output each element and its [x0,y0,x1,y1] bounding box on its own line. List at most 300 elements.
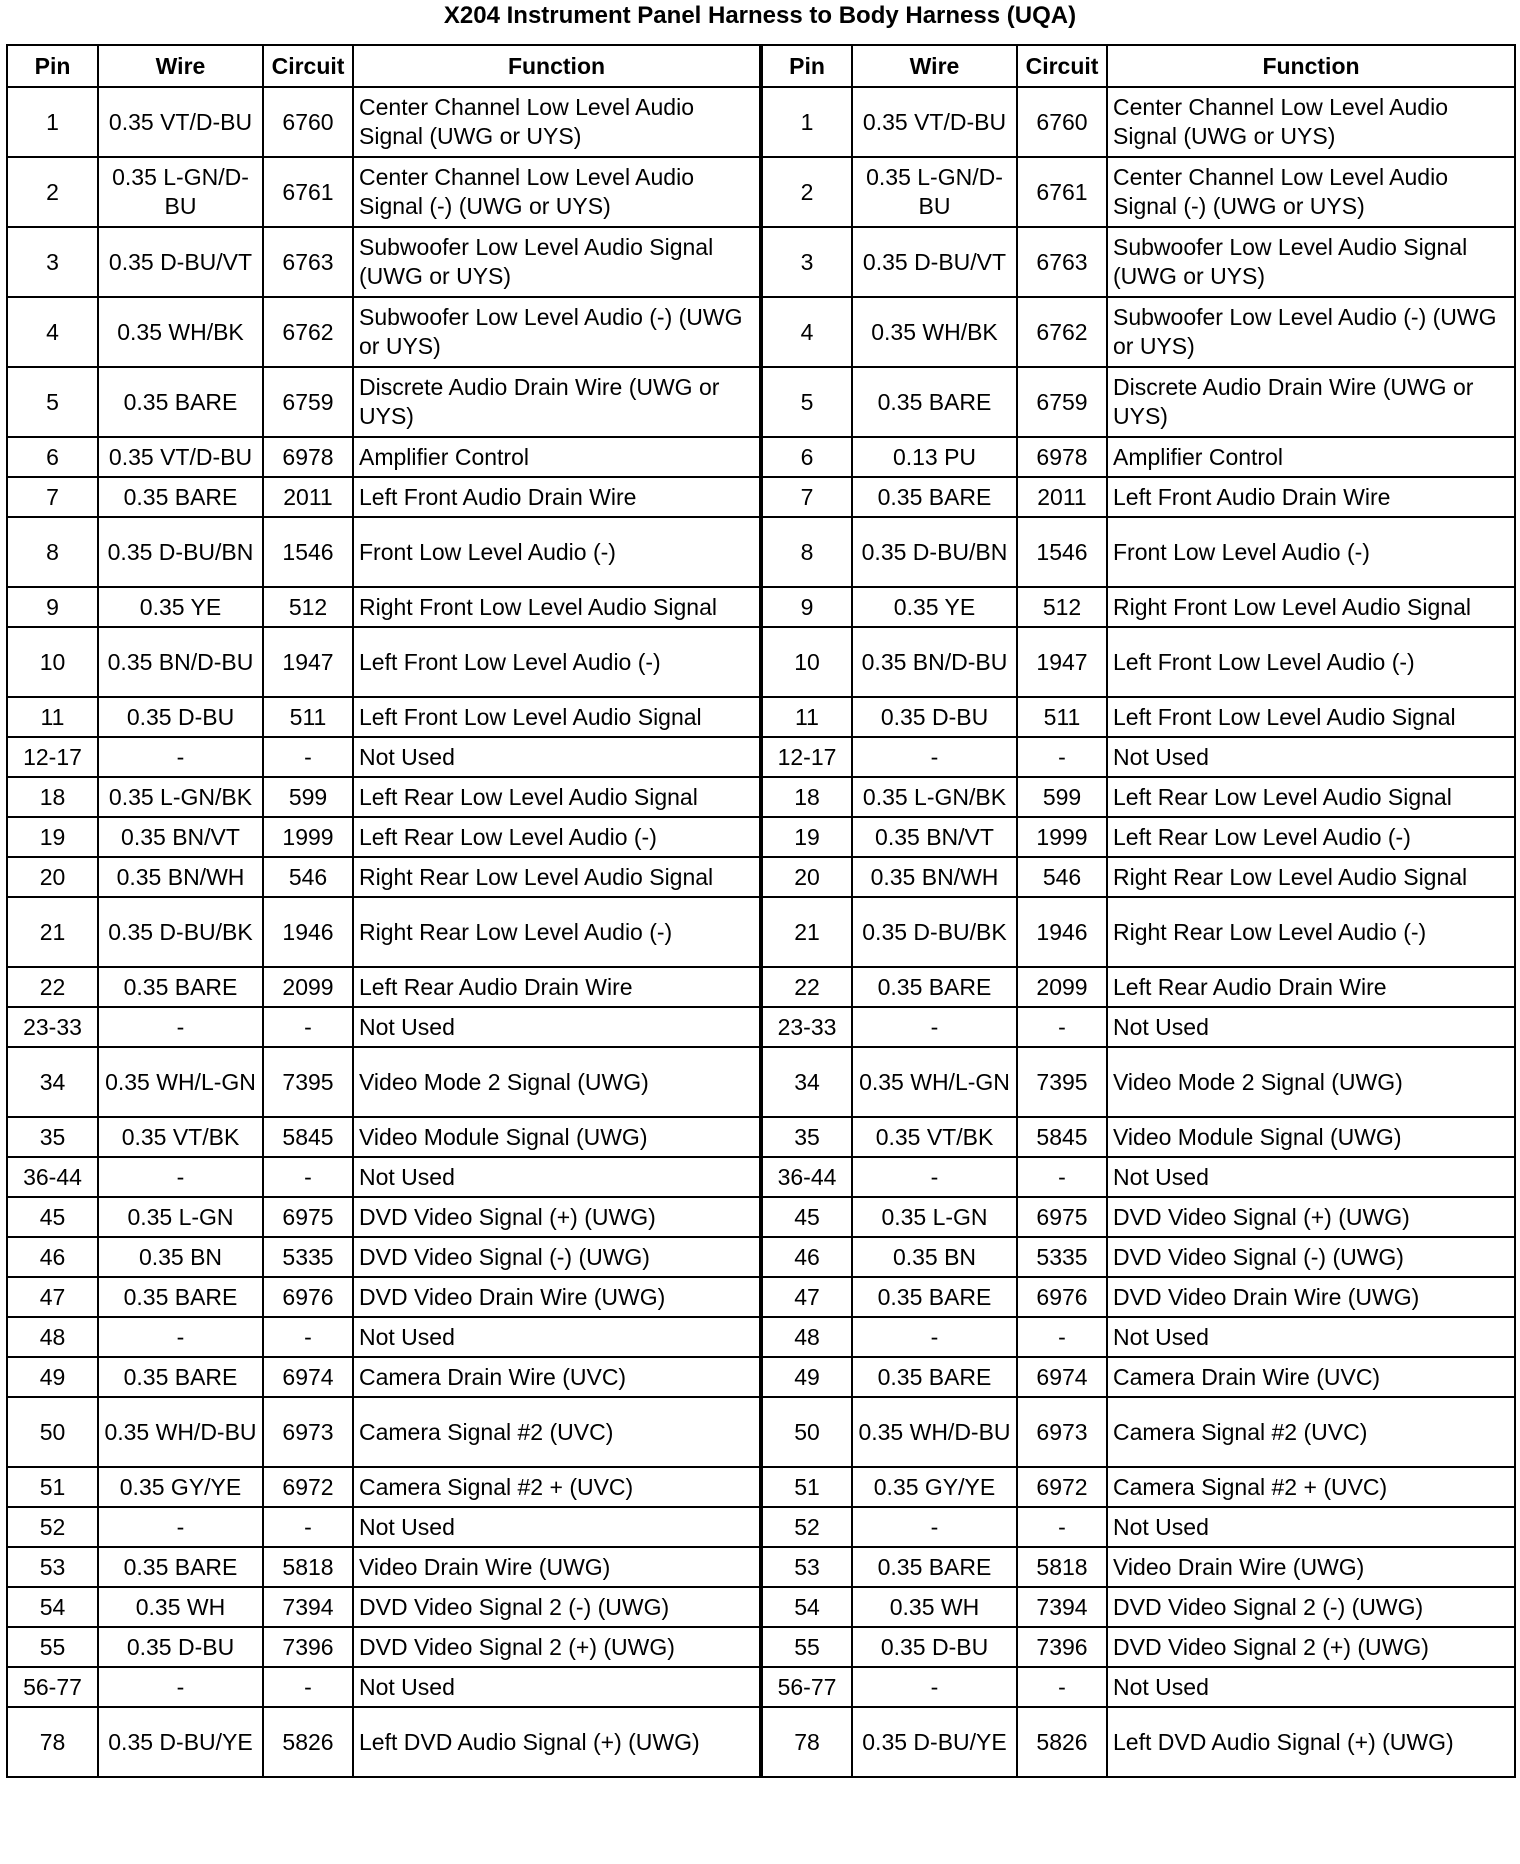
function-cell: Left Rear Low Level Audio Signal [353,777,761,817]
table-row [7,367,1515,437]
function-cell: Left Front Low Level Audio (-) [353,627,761,697]
pin-cell-right: 51 [761,1467,852,1507]
pin-cell: 56-77 [7,1667,98,1707]
wire-cell: 0.35 BARE [98,367,263,437]
col-header-circuit-right: Circuit [1017,45,1107,87]
wire-cell: 0.35 BN/WH [98,857,263,897]
wire-cell-right: 0.13 PU [852,437,1017,477]
wire-cell-right: 0.35 VT/D-BU [852,87,1017,157]
circuit-cell-right: 6762 [1017,297,1107,367]
function-cell: Camera Signal #2 + (UVC) [353,1467,761,1507]
circuit-cell-right: 599 [1017,777,1107,817]
function-cell: Not Used [353,1157,761,1197]
wire-cell: - [98,1507,263,1547]
circuit-cell: 599 [263,777,353,817]
wire-cell: 0.35 D-BU [98,697,263,737]
function-cell-right: Left Front Audio Drain Wire [1107,477,1515,517]
wire-cell: 0.35 BARE [98,1277,263,1317]
circuit-cell: 5845 [263,1117,353,1157]
pin-cell-right: 47 [761,1277,852,1317]
pin-cell: 20 [7,857,98,897]
circuit-cell-right: 7394 [1017,1587,1107,1627]
circuit-cell-right: 6759 [1017,367,1107,437]
wire-cell: 0.35 L-GN [98,1197,263,1237]
table-row [7,627,1515,697]
circuit-cell-right: 6972 [1017,1467,1107,1507]
circuit-cell: 1546 [263,517,353,587]
pin-cell-right: 4 [761,297,852,367]
table-row [7,587,1515,627]
wire-cell-right: 0.35 BARE [852,967,1017,1007]
table-row [7,777,1515,817]
function-cell: DVD Video Signal 2 (-) (UWG) [353,1587,761,1627]
table-row [7,517,1515,587]
pin-cell: 19 [7,817,98,857]
pin-cell: 6 [7,437,98,477]
col-header-wire-right: Wire [852,45,1017,87]
circuit-cell-right: 6976 [1017,1277,1107,1317]
table-row [7,1397,1515,1467]
table-row [7,1587,1515,1627]
circuit-cell: 2011 [263,477,353,517]
table-row [7,1007,1515,1047]
function-cell-right: Left Front Low Level Audio (-) [1107,627,1515,697]
pin-cell-right: 36-44 [761,1157,852,1197]
function-cell: Camera Signal #2 (UVC) [353,1397,761,1467]
table-row [7,1627,1515,1667]
function-cell-right: DVD Video Signal 2 (-) (UWG) [1107,1587,1515,1627]
circuit-cell-right: - [1017,1007,1107,1047]
table-row [7,227,1515,297]
function-cell-right: Not Used [1107,1157,1515,1197]
wire-cell-right: 0.35 D-BU [852,697,1017,737]
wire-cell: - [98,1667,263,1707]
wire-cell: 0.35 BN/VT [98,817,263,857]
wire-cell: 0.35 D-BU/VT [98,227,263,297]
wire-cell-right: 0.35 WH/BK [852,297,1017,367]
function-cell: Front Low Level Audio (-) [353,517,761,587]
circuit-cell: 1946 [263,897,353,967]
col-header-pin: Pin [7,45,98,87]
table-row [7,1667,1515,1707]
circuit-cell: 7396 [263,1627,353,1667]
circuit-cell-right: 5335 [1017,1237,1107,1277]
wire-cell-right: 0.35 BARE [852,367,1017,437]
wire-cell: 0.35 L-GN/D-BU [98,157,263,227]
circuit-cell: 6974 [263,1357,353,1397]
pin-cell-right: 1 [761,87,852,157]
table-row [7,1317,1515,1357]
circuit-cell-right: 512 [1017,587,1107,627]
circuit-cell-right: 1999 [1017,817,1107,857]
pin-cell: 5 [7,367,98,437]
function-cell-right: Left Rear Low Level Audio Signal [1107,777,1515,817]
pin-cell: 49 [7,1357,98,1397]
wire-cell: 0.35 VT/BK [98,1117,263,1157]
pin-cell: 50 [7,1397,98,1467]
function-cell: Right Front Low Level Audio Signal [353,587,761,627]
pin-cell: 22 [7,967,98,1007]
function-cell-right: Video Mode 2 Signal (UWG) [1107,1047,1515,1117]
circuit-cell-right: 546 [1017,857,1107,897]
function-cell-right: DVD Video Signal (+) (UWG) [1107,1197,1515,1237]
pin-cell-right: 56-77 [761,1667,852,1707]
function-cell-right: Not Used [1107,737,1515,777]
circuit-cell: 5826 [263,1707,353,1777]
wire-cell: - [98,1007,263,1047]
function-cell: Left DVD Audio Signal (+) (UWG) [353,1707,761,1777]
table-row [7,87,1515,157]
pin-cell: 8 [7,517,98,587]
function-cell-right: Discrete Audio Drain Wire (UWG or UYS) [1107,367,1515,437]
circuit-cell: - [263,1157,353,1197]
pin-cell: 36-44 [7,1157,98,1197]
function-cell-right: Amplifier Control [1107,437,1515,477]
function-cell-right: Not Used [1107,1667,1515,1707]
wire-cell-right: - [852,1157,1017,1197]
function-cell-right: Right Rear Low Level Audio (-) [1107,897,1515,967]
function-cell-right: Not Used [1107,1007,1515,1047]
circuit-cell-right: 6760 [1017,87,1107,157]
circuit-cell-right: - [1017,1507,1107,1547]
col-header-circuit: Circuit [263,45,353,87]
function-cell-right: Camera Signal #2 + (UVC) [1107,1467,1515,1507]
circuit-cell: 6972 [263,1467,353,1507]
col-header-function-right: Function [1107,45,1515,87]
pin-cell-right: 6 [761,437,852,477]
pin-cell: 46 [7,1237,98,1277]
function-cell: Not Used [353,737,761,777]
table-row [7,1357,1515,1397]
pin-cell-right: 49 [761,1357,852,1397]
wire-cell: 0.35 WH/L-GN [98,1047,263,1117]
pin-cell: 23-33 [7,1007,98,1047]
pin-cell-right: 8 [761,517,852,587]
wire-cell-right: 0.35 BN/WH [852,857,1017,897]
pin-cell: 1 [7,87,98,157]
circuit-cell-right: 511 [1017,697,1107,737]
table-row [7,1707,1515,1777]
function-cell-right: Left Rear Low Level Audio (-) [1107,817,1515,857]
wire-cell-right: 0.35 BARE [852,477,1017,517]
function-cell: Camera Drain Wire (UVC) [353,1357,761,1397]
circuit-cell: 6759 [263,367,353,437]
wire-cell-right: 0.35 VT/BK [852,1117,1017,1157]
function-cell: DVD Video Signal (+) (UWG) [353,1197,761,1237]
wire-cell: 0.35 BARE [98,967,263,1007]
table-row [7,1507,1515,1547]
wire-cell: 0.35 VT/D-BU [98,437,263,477]
pin-cell-right: 55 [761,1627,852,1667]
pin-cell: 53 [7,1547,98,1587]
function-cell-right: DVD Video Drain Wire (UWG) [1107,1277,1515,1317]
function-cell: Not Used [353,1007,761,1047]
pin-cell-right: 45 [761,1197,852,1237]
pin-cell: 3 [7,227,98,297]
circuit-cell: 1947 [263,627,353,697]
circuit-cell: 6973 [263,1397,353,1467]
wire-cell-right: 0.35 D-BU/YE [852,1707,1017,1777]
wire-cell-right: - [852,1317,1017,1357]
circuit-cell: 6760 [263,87,353,157]
circuit-cell-right: 6975 [1017,1197,1107,1237]
circuit-cell-right: 7395 [1017,1047,1107,1117]
wire-cell-right: 0.35 BN [852,1237,1017,1277]
circuit-cell-right: 6763 [1017,227,1107,297]
circuit-cell-right: 6761 [1017,157,1107,227]
wire-cell: 0.35 BN [98,1237,263,1277]
pin-cell-right: 3 [761,227,852,297]
function-cell-right: DVD Video Signal 2 (+) (UWG) [1107,1627,1515,1667]
wire-cell-right: 0.35 D-BU [852,1627,1017,1667]
circuit-cell-right: 5826 [1017,1707,1107,1777]
function-cell: Amplifier Control [353,437,761,477]
pin-cell-right: 54 [761,1587,852,1627]
circuit-cell-right: 1946 [1017,897,1107,967]
table-row [7,967,1515,1007]
function-cell: Subwoofer Low Level Audio (-) (UWG or UYS) [353,297,761,367]
wire-cell: 0.35 D-BU/BN [98,517,263,587]
table-row [7,477,1515,517]
wire-cell-right: 0.35 L-GN [852,1197,1017,1237]
circuit-cell: 6975 [263,1197,353,1237]
function-cell: Not Used [353,1507,761,1547]
pin-cell: 4 [7,297,98,367]
table-row [7,1047,1515,1117]
wire-cell-right: 0.35 WH [852,1587,1017,1627]
pin-cell: 34 [7,1047,98,1117]
pin-cell-right: 23-33 [761,1007,852,1047]
function-cell: Center Channel Low Level Audio Signal (UWG or UYS) [353,87,761,157]
function-cell-right: Not Used [1107,1317,1515,1357]
wire-cell-right: - [852,1007,1017,1047]
pin-table-body [7,87,1515,1777]
table-row [7,1547,1515,1587]
wire-cell-right: 0.35 WH/D-BU [852,1397,1017,1467]
wire-cell-right: 0.35 D-BU/VT [852,227,1017,297]
table-row [7,157,1515,227]
function-cell-right: DVD Video Signal (-) (UWG) [1107,1237,1515,1277]
pin-cell-right: 22 [761,967,852,1007]
function-cell: Video Drain Wire (UWG) [353,1547,761,1587]
circuit-cell: 6976 [263,1277,353,1317]
wire-cell-right: - [852,1667,1017,1707]
function-cell: Center Channel Low Level Audio Signal (-) (UWG or UYS) [353,157,761,227]
pin-cell: 52 [7,1507,98,1547]
pin-cell-right: 34 [761,1047,852,1117]
circuit-cell: - [263,1507,353,1547]
circuit-cell: - [263,1667,353,1707]
circuit-cell-right: 6974 [1017,1357,1107,1397]
circuit-cell: 6978 [263,437,353,477]
function-cell: Left Front Audio Drain Wire [353,477,761,517]
wire-cell-right: 0.35 L-GN/BK [852,777,1017,817]
header-row [7,45,1515,87]
circuit-cell: - [263,737,353,777]
circuit-cell-right: 7396 [1017,1627,1107,1667]
wire-cell: 0.35 WH [98,1587,263,1627]
wire-cell-right: 0.35 D-BU/BK [852,897,1017,967]
table-row [7,817,1515,857]
table-row [7,437,1515,477]
wire-cell-right: - [852,737,1017,777]
wire-cell: 0.35 D-BU [98,1627,263,1667]
wire-cell: 0.35 GY/YE [98,1467,263,1507]
page-title: X204 Instrument Panel Harness to Body Harness (UQA) [443,2,1077,29]
pin-cell: 12-17 [7,737,98,777]
circuit-cell: 6761 [263,157,353,227]
circuit-cell-right: 1546 [1017,517,1107,587]
table-row [7,1157,1515,1197]
function-cell-right: Not Used [1107,1507,1515,1547]
function-cell-right: Video Drain Wire (UWG) [1107,1547,1515,1587]
wire-cell: 0.35 L-GN/BK [98,777,263,817]
function-cell: Video Module Signal (UWG) [353,1117,761,1157]
wire-cell: - [98,1157,263,1197]
circuit-cell: 511 [263,697,353,737]
wire-cell-right: - [852,1507,1017,1547]
wire-cell: 0.35 BARE [98,1547,263,1587]
table-row [7,1237,1515,1277]
wire-cell-right: 0.35 BARE [852,1277,1017,1317]
circuit-cell-right: 6973 [1017,1397,1107,1467]
pin-cell-right: 9 [761,587,852,627]
table-row [7,897,1515,967]
function-cell: Discrete Audio Drain Wire (UWG or UYS) [353,367,761,437]
circuit-cell-right: 6978 [1017,437,1107,477]
wire-cell: 0.35 D-BU/YE [98,1707,263,1777]
function-cell-right: Camera Signal #2 (UVC) [1107,1397,1515,1467]
function-cell: Right Rear Low Level Audio (-) [353,897,761,967]
function-cell: Left Front Low Level Audio Signal [353,697,761,737]
pin-cell: 78 [7,1707,98,1777]
pin-cell-right: 78 [761,1707,852,1777]
circuit-cell-right: 5845 [1017,1117,1107,1157]
wire-cell: - [98,1317,263,1357]
circuit-cell: 546 [263,857,353,897]
function-cell: Video Mode 2 Signal (UWG) [353,1047,761,1117]
function-cell: Subwoofer Low Level Audio Signal (UWG or UYS) [353,227,761,297]
function-cell-right: Left Front Low Level Audio Signal [1107,697,1515,737]
function-cell-right: Left Rear Audio Drain Wire [1107,967,1515,1007]
pin-cell-right: 10 [761,627,852,697]
function-cell-right: Right Rear Low Level Audio Signal [1107,857,1515,897]
circuit-cell: 5818 [263,1547,353,1587]
function-cell-right: Front Low Level Audio (-) [1107,517,1515,587]
circuit-cell-right: 2099 [1017,967,1107,1007]
pin-cell: 55 [7,1627,98,1667]
wire-cell-right: 0.35 GY/YE [852,1467,1017,1507]
function-cell-right: Video Module Signal (UWG) [1107,1117,1515,1157]
wire-cell: 0.35 WH/D-BU [98,1397,263,1467]
pin-cell: 48 [7,1317,98,1357]
function-cell: Not Used [353,1317,761,1357]
pin-cell-right: 18 [761,777,852,817]
circuit-cell: 1999 [263,817,353,857]
table-row [7,1117,1515,1157]
pin-cell-right: 53 [761,1547,852,1587]
circuit-cell-right: - [1017,1157,1107,1197]
wire-cell-right: 0.35 BN/VT [852,817,1017,857]
pin-cell-right: 11 [761,697,852,737]
function-cell: DVD Video Signal (-) (UWG) [353,1237,761,1277]
function-cell-right: Right Front Low Level Audio Signal [1107,587,1515,627]
wire-cell: 0.35 BARE [98,477,263,517]
wire-cell: 0.35 D-BU/BK [98,897,263,967]
circuit-cell: 7394 [263,1587,353,1627]
pin-cell: 21 [7,897,98,967]
circuit-cell: 512 [263,587,353,627]
pin-cell: 10 [7,627,98,697]
table-row [7,737,1515,777]
function-cell-right: Center Channel Low Level Audio Signal (UWG or UYS) [1107,87,1515,157]
pin-cell: 47 [7,1277,98,1317]
function-cell: Left Rear Low Level Audio (-) [353,817,761,857]
circuit-cell-right: - [1017,1317,1107,1357]
function-cell-right: Left DVD Audio Signal (+) (UWG) [1107,1707,1515,1777]
pin-cell-right: 5 [761,367,852,437]
circuit-cell-right: - [1017,1667,1107,1707]
function-cell-right: Camera Drain Wire (UVC) [1107,1357,1515,1397]
circuit-cell-right: 5818 [1017,1547,1107,1587]
wire-cell: 0.35 BARE [98,1357,263,1397]
pin-cell-right: 48 [761,1317,852,1357]
pin-cell: 51 [7,1467,98,1507]
circuit-cell-right: 1947 [1017,627,1107,697]
table-row [7,1277,1515,1317]
col-header-wire: Wire [98,45,263,87]
pin-cell-right: 35 [761,1117,852,1157]
function-cell: DVD Video Signal 2 (+) (UWG) [353,1627,761,1667]
pin-cell-right: 19 [761,817,852,857]
pin-cell-right: 20 [761,857,852,897]
table-row [7,1197,1515,1237]
wire-cell-right: 0.35 BN/D-BU [852,627,1017,697]
pin-cell-right: 7 [761,477,852,517]
circuit-cell: 7395 [263,1047,353,1117]
function-cell-right: Subwoofer Low Level Audio (-) (UWG or UYS) [1107,297,1515,367]
table-row [7,697,1515,737]
pin-cell: 45 [7,1197,98,1237]
wire-cell: 0.35 YE [98,587,263,627]
function-cell: Not Used [353,1667,761,1707]
wire-cell-right: 0.35 D-BU/BN [852,517,1017,587]
wire-cell-right: 0.35 BARE [852,1357,1017,1397]
table-row [7,1467,1515,1507]
wire-cell-right: 0.35 BARE [852,1547,1017,1587]
pin-cell: 9 [7,587,98,627]
wire-cell: 0.35 VT/D-BU [98,87,263,157]
function-cell-right: Subwoofer Low Level Audio Signal (UWG or UYS) [1107,227,1515,297]
circuit-cell: - [263,1007,353,1047]
circuit-cell: 2099 [263,967,353,1007]
table-row [7,857,1515,897]
circuit-cell-right: - [1017,737,1107,777]
pin-cell-right: 50 [761,1397,852,1467]
wire-cell: 0.35 WH/BK [98,297,263,367]
function-cell-right: Center Channel Low Level Audio Signal (-) (UWG or UYS) [1107,157,1515,227]
col-header-function: Function [353,45,761,87]
circuit-cell: 6763 [263,227,353,297]
pin-cell-right: 46 [761,1237,852,1277]
pin-cell-right: 12-17 [761,737,852,777]
wire-cell: - [98,737,263,777]
function-cell: Left Rear Audio Drain Wire [353,967,761,1007]
wire-cell-right: 0.35 L-GN/D-BU [852,157,1017,227]
wire-cell: 0.35 BN/D-BU [98,627,263,697]
circuit-cell: 6762 [263,297,353,367]
col-header-pin-right: Pin [761,45,852,87]
